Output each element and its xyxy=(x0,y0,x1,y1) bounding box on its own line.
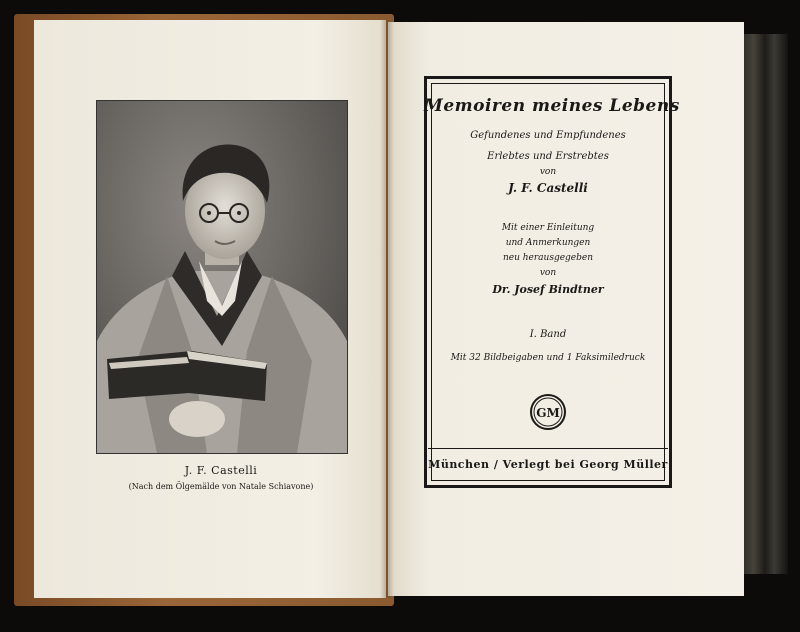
illustrations-note: Mit 32 Bildbeigaben und 1 Faksimiledruck xyxy=(450,353,646,363)
editor-by-label: von xyxy=(539,268,557,278)
book-page-edges xyxy=(742,34,788,574)
edition-note-3: neu herausgegeben xyxy=(502,253,594,263)
portrait-source-note: (Nach dem Ölgemälde von Natale Schiavone) xyxy=(128,482,314,491)
book-gutter xyxy=(380,20,394,598)
publisher-line: München / Verlegt bei Georg Müller xyxy=(428,458,668,471)
publisher-logo xyxy=(529,393,567,431)
author-by-label: von xyxy=(539,167,557,177)
publisher-logo-monogram: GM xyxy=(536,406,560,420)
editor-name: Dr. Josef Bindtner xyxy=(492,283,604,296)
book-subtitle-1: Gefundenes und Empfundenes xyxy=(470,130,626,141)
portrait-image xyxy=(97,101,347,453)
portrait-caption: J. F. Castelli xyxy=(184,464,258,477)
portrait-engraving xyxy=(96,100,348,454)
edition-note-2: und Anmerkungen xyxy=(505,238,591,248)
author-name: J. F. Castelli xyxy=(508,181,588,195)
book-subtitle-2: Erlebtes und Erstrebtes xyxy=(487,151,609,162)
edition-note-1: Mit einer Einleitung xyxy=(501,223,595,233)
volume-label: I. Band xyxy=(529,329,567,340)
book-title: Memoiren meines Lebens xyxy=(424,96,680,116)
title-page-divider xyxy=(428,448,668,449)
